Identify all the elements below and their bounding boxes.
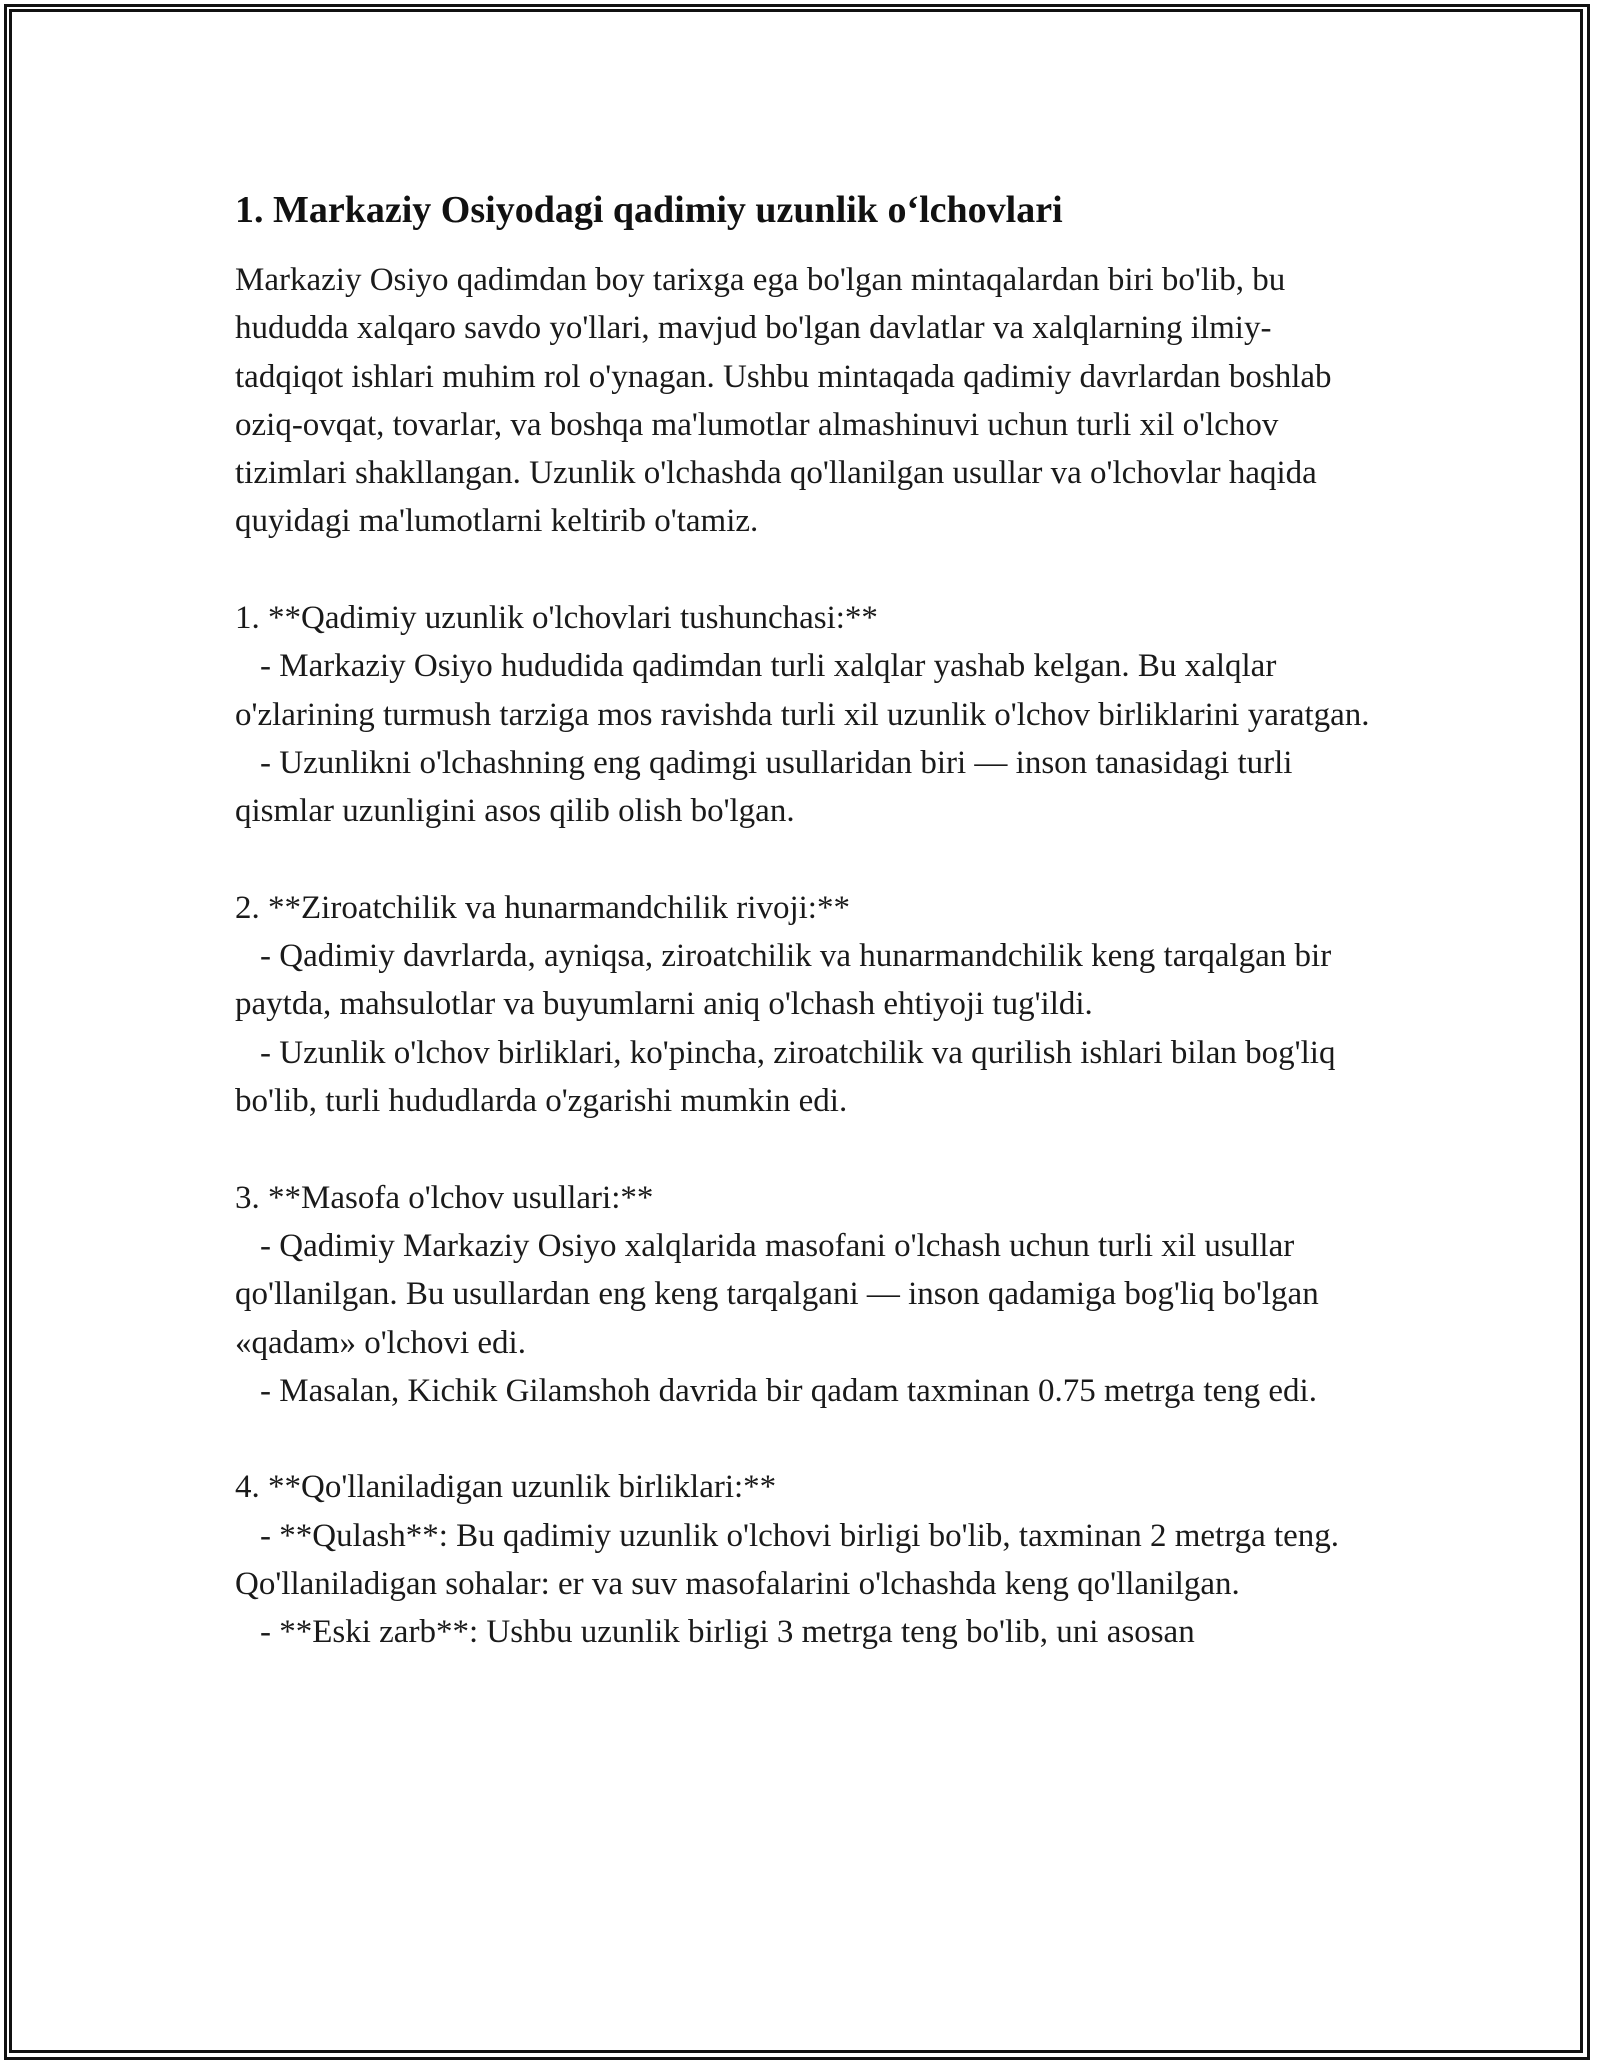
section-4 — [235, 1463, 1375, 1656]
list-item: - Uzunlikni o'lchashning eng qadimgi usullaridan biri — inson tanasidagi turli qismlar uzunligini asos qilib olish bo'lgan. — [235, 744, 1293, 830]
list-item: - Masalan, Kichik Gilamshoh davrida bir qadam taxminan 0.75 metrga teng edi. — [260, 1372, 1317, 1409]
list-item: - Markaziy Osiyo hududida qadimdan turli xalqlar yashab kelgan. Bu xalqlar o'zlarining turmush tarziga mos ravishda turli xil uzunlik o'lchov birliklarini yaratgan. — [235, 648, 1370, 733]
list-item: - Qadimiy davrlarda, ayniqsa, ziroatchilik va hunarmandchilik keng tarqalgan bir paytda, mahsulotlar va buyumlarni aniq o'lchash ehtiyoji tug'ildi. — [235, 938, 1332, 1023]
section-title: 3. **Masofa o'lchov usullari:** — [235, 1179, 654, 1216]
section-1 — [235, 594, 1375, 835]
list-item: - Qadimiy Markaziy Osiyo xalqlarida masofani o'lchash uchun turli xil usullar qo'llanilgan. Bu usullardan eng keng tarqalgani — inson qadamiga bog'liq bo'lgan «qadam» o'lchovi edi. — [235, 1227, 1319, 1361]
document-body — [235, 186, 1375, 1657]
spacer — [235, 836, 1375, 884]
page-title: 1. Markaziy Osiyodagi qadimiy uzunlik o‘lchovlari — [235, 189, 1063, 231]
section-title: 1. **Qadimiy uzunlik o'lchovlari tushunchasi:** — [235, 600, 878, 637]
list-item: - Uzunlik o'lchov birliklari, ko'pincha, ziroatchilik va qurilish ishlari bilan bog'liq bo'lib, turli hududlarda o'zgarishi mumkin edi. — [235, 1034, 1336, 1120]
intro-paragraph: Markaziy Osiyo qadimdan boy tarixga ega bo'lgan mintaqalardan biri bo'lib, bu hududda xalqaro savdo yo'llari, mavjud bo'lgan davlatlar va xalqlarning ilmiy-tadqiqot ishlari muhim rol o'ynagan. Ushbu mintaqada qadimiy davrlardan boshlab oziq-ovqat, tovarlar, va boshqa ma'lumotlar almashinuvi uchun turli xil o'lchov tizimlari shakllangan. Uzunlik o'lchashda qo'llanilgan usullar va o'lchovlar haqida quyidagi ma'lumotlarni keltirib o'tamiz. — [235, 262, 1340, 540]
section-3 — [235, 1174, 1375, 1415]
list-item: - **Qulash**: Bu qadimiy uzunlik o'lchovi birligi bo'lib, taxminan 2 metrga teng. Qo'llaniladigan sohalar: er va suv masofalarini o'lchashda keng qo'llanilgan. — [235, 1517, 1340, 1603]
spacer — [235, 1125, 1375, 1173]
section-title: 4. **Qo'llaniladigan uzunlik birliklari:** — [235, 1469, 777, 1506]
section-2 — [235, 884, 1375, 1125]
list-item: - **Eski zarb**: Ushbu uzunlik birligi 3 metrga teng bo'lib, uni asosan — [260, 1614, 1195, 1651]
section-title: 2. **Ziroatchilik va hunarmandchilik rivoji:** — [235, 889, 850, 926]
spacer — [235, 546, 1375, 594]
spacer — [235, 1415, 1375, 1463]
